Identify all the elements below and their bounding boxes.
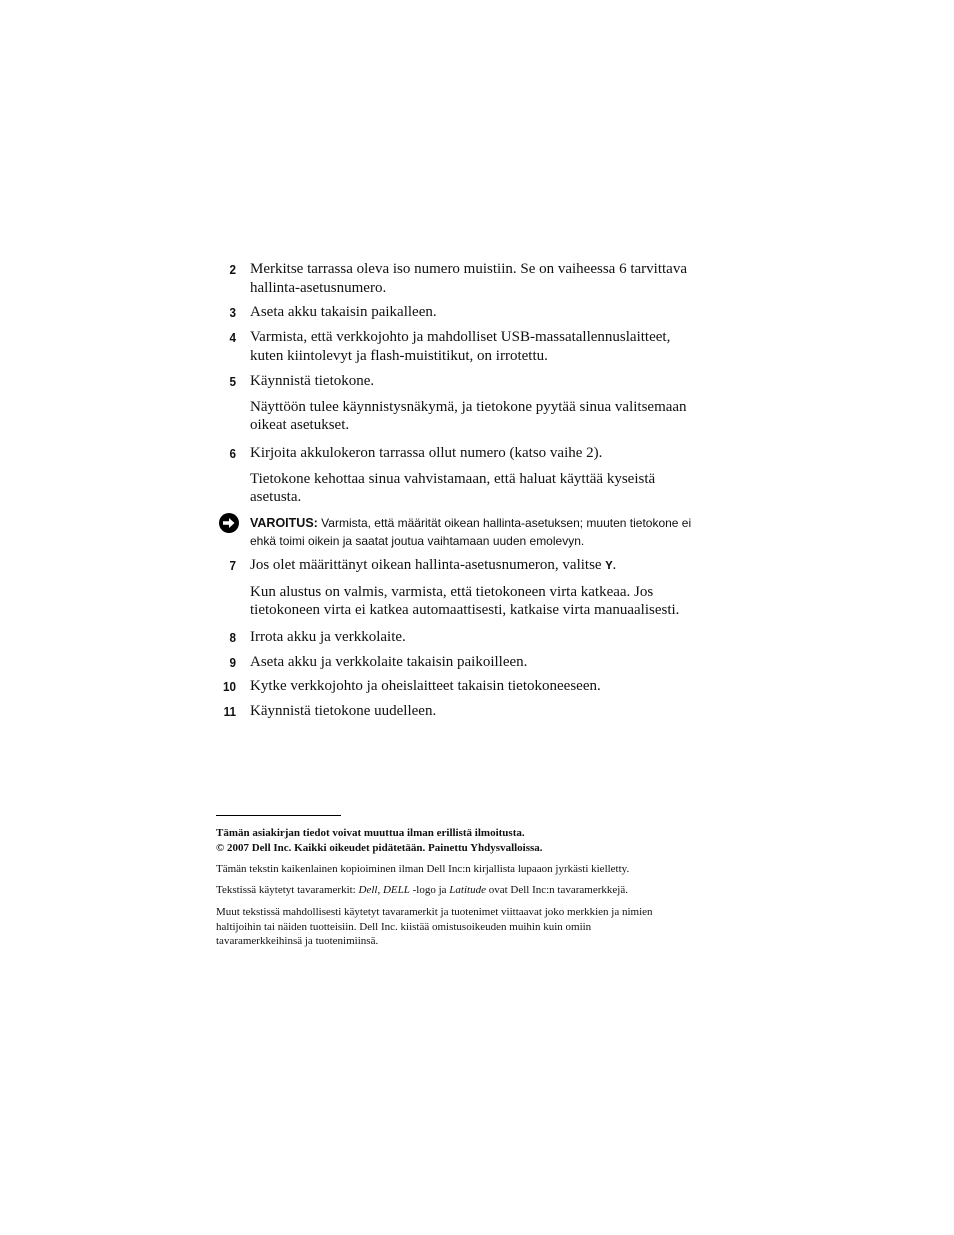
step-number: 10 [222, 679, 236, 694]
warning-label: VAROITUS: [250, 516, 318, 530]
step-text-line: hallinta-asetusnumero. [250, 279, 387, 296]
step-note-line: Kun alustus on valmis, varmista, että tietokoneen virta katkeaa. Jos [250, 583, 654, 600]
step-text [250, 556, 730, 620]
step-number: 5 [229, 374, 236, 389]
step-note-line: tietokoneen virta ei katkea automaattisesti, katkaise virta manuaalisesti. [250, 602, 680, 618]
warning-arrow-icon [219, 513, 239, 533]
footer-other-line: Muut tekstissä mahdollisesti käytetyt tavaramerkit ja tuotenimet viittaavat joko merkkien ja nimien [216, 906, 653, 918]
step-note-line: oikeat asetukset. [250, 417, 350, 433]
step-text-line: Varmista, että verkkojohto ja mahdolliset USB-massatallennuslaitteet, [250, 329, 671, 345]
step-text-line: Aseta akku takaisin paikalleen. [250, 304, 437, 320]
tm-text: Tekstissä käytetyt tavaramerkit: [216, 884, 359, 896]
footer-trademarks-line [216, 883, 726, 898]
tm-text: , [377, 884, 383, 896]
step-text-line: Irrota akku ja verkkolaite. [250, 629, 406, 645]
step-number: 11 [223, 704, 236, 719]
step-note-line: Tietokone kehottaa sinua vahvistamaan, että haluat käyttää kyseistä [250, 470, 656, 487]
step-note [250, 398, 730, 435]
step-text-line: Käynnistä tietokone uudelleen. [250, 703, 437, 719]
step-number: 2 [229, 262, 236, 277]
step-note [250, 583, 730, 620]
step-text [250, 328, 730, 365]
step-number: 7 [229, 558, 236, 573]
footer-other-line: haltijoihin tai näiden tuotteisiin. Dell Inc. kiistää omistusoikeuden muihin kuin omiin [216, 920, 592, 933]
footer-copying-text: Tämän tekstin kaikenlainen kopioiminen ilman Dell Inc:n kirjallista lupaaon jyrkästi kielletty. [216, 863, 630, 875]
step-number: 6 [229, 446, 236, 461]
step-text-part: . [612, 557, 617, 573]
step-number: 8 [229, 630, 236, 645]
step-note [250, 470, 730, 507]
step-text [250, 677, 730, 696]
step-text-line: Kytke verkkojohto ja oheislaitteet takaisin tietokoneeseen. [250, 678, 601, 694]
footer-other-trademarks [216, 905, 726, 949]
tm-text: ovat Dell Inc:n tavaramerkkejä. [485, 884, 628, 896]
footer-notice-line: Tämän asiakirjan tiedot voivat muuttua ilman erillistä ilmoitusta. [216, 827, 525, 839]
tm-latitude: Latitude [449, 884, 486, 896]
step-text-line: Käynnistä tietokone. [250, 373, 375, 389]
footer-divider [216, 815, 341, 816]
footer-other-line: tavaramerkkeihinsä ja tuotenimiinsä. [216, 935, 379, 947]
y-key: Y [605, 559, 613, 573]
warning-line: Varmista, että määrität oikean hallinta-asetuksen; muuten tietokone ei [317, 516, 692, 530]
footer-copying-notice [216, 862, 726, 877]
step-note-line: Näyttöön tulee käynnistysnäkymä, ja tietokone pyytää sinua valitsemaan [250, 398, 687, 415]
step-text [250, 628, 730, 647]
tm-dell: Dell [358, 884, 378, 896]
warning-text [250, 515, 730, 550]
step-note-line: asetusta. [250, 489, 302, 505]
step-text [250, 702, 730, 721]
step-text [250, 653, 730, 672]
step-text [250, 303, 730, 322]
step-text-line: Aseta akku ja verkkolaite takaisin paikoilleen. [250, 654, 528, 670]
step-text-line: Merkitse tarrassa oleva iso numero muistiin. Se on vaiheessa 6 tarvittava [250, 261, 687, 277]
tm-text: -logo ja [409, 884, 450, 896]
step-number: 3 [229, 305, 236, 320]
step-text [250, 444, 730, 507]
step-number: 4 [229, 330, 236, 345]
step-text-line: kuten kiintolevyt ja flash-muistitikut, on irrotettu. [250, 347, 548, 364]
step-text [250, 372, 730, 435]
footer-notice [216, 826, 726, 855]
warning-line: ehkä toimi oikein ja saatat joutua vaihtamaan uuden emolevyn. [250, 533, 585, 548]
step-number: 9 [229, 655, 236, 670]
tm-dell-logo: DELL [382, 884, 410, 896]
step-text-line: Kirjoita akkulokeron tarrassa ollut numero (katso vaihe 2). [250, 445, 603, 461]
footer-trademarks [216, 883, 726, 898]
footer-copyright-line: © 2007 Dell Inc. Kaikki oikeudet pidätetään. Painettu Yhdysvalloissa. [216, 841, 543, 854]
step-text-line [250, 556, 730, 576]
step-text [250, 260, 730, 297]
step-text-part: Jos olet määrittänyt oikean hallinta-asetusnumeron, valitse [250, 557, 606, 573]
